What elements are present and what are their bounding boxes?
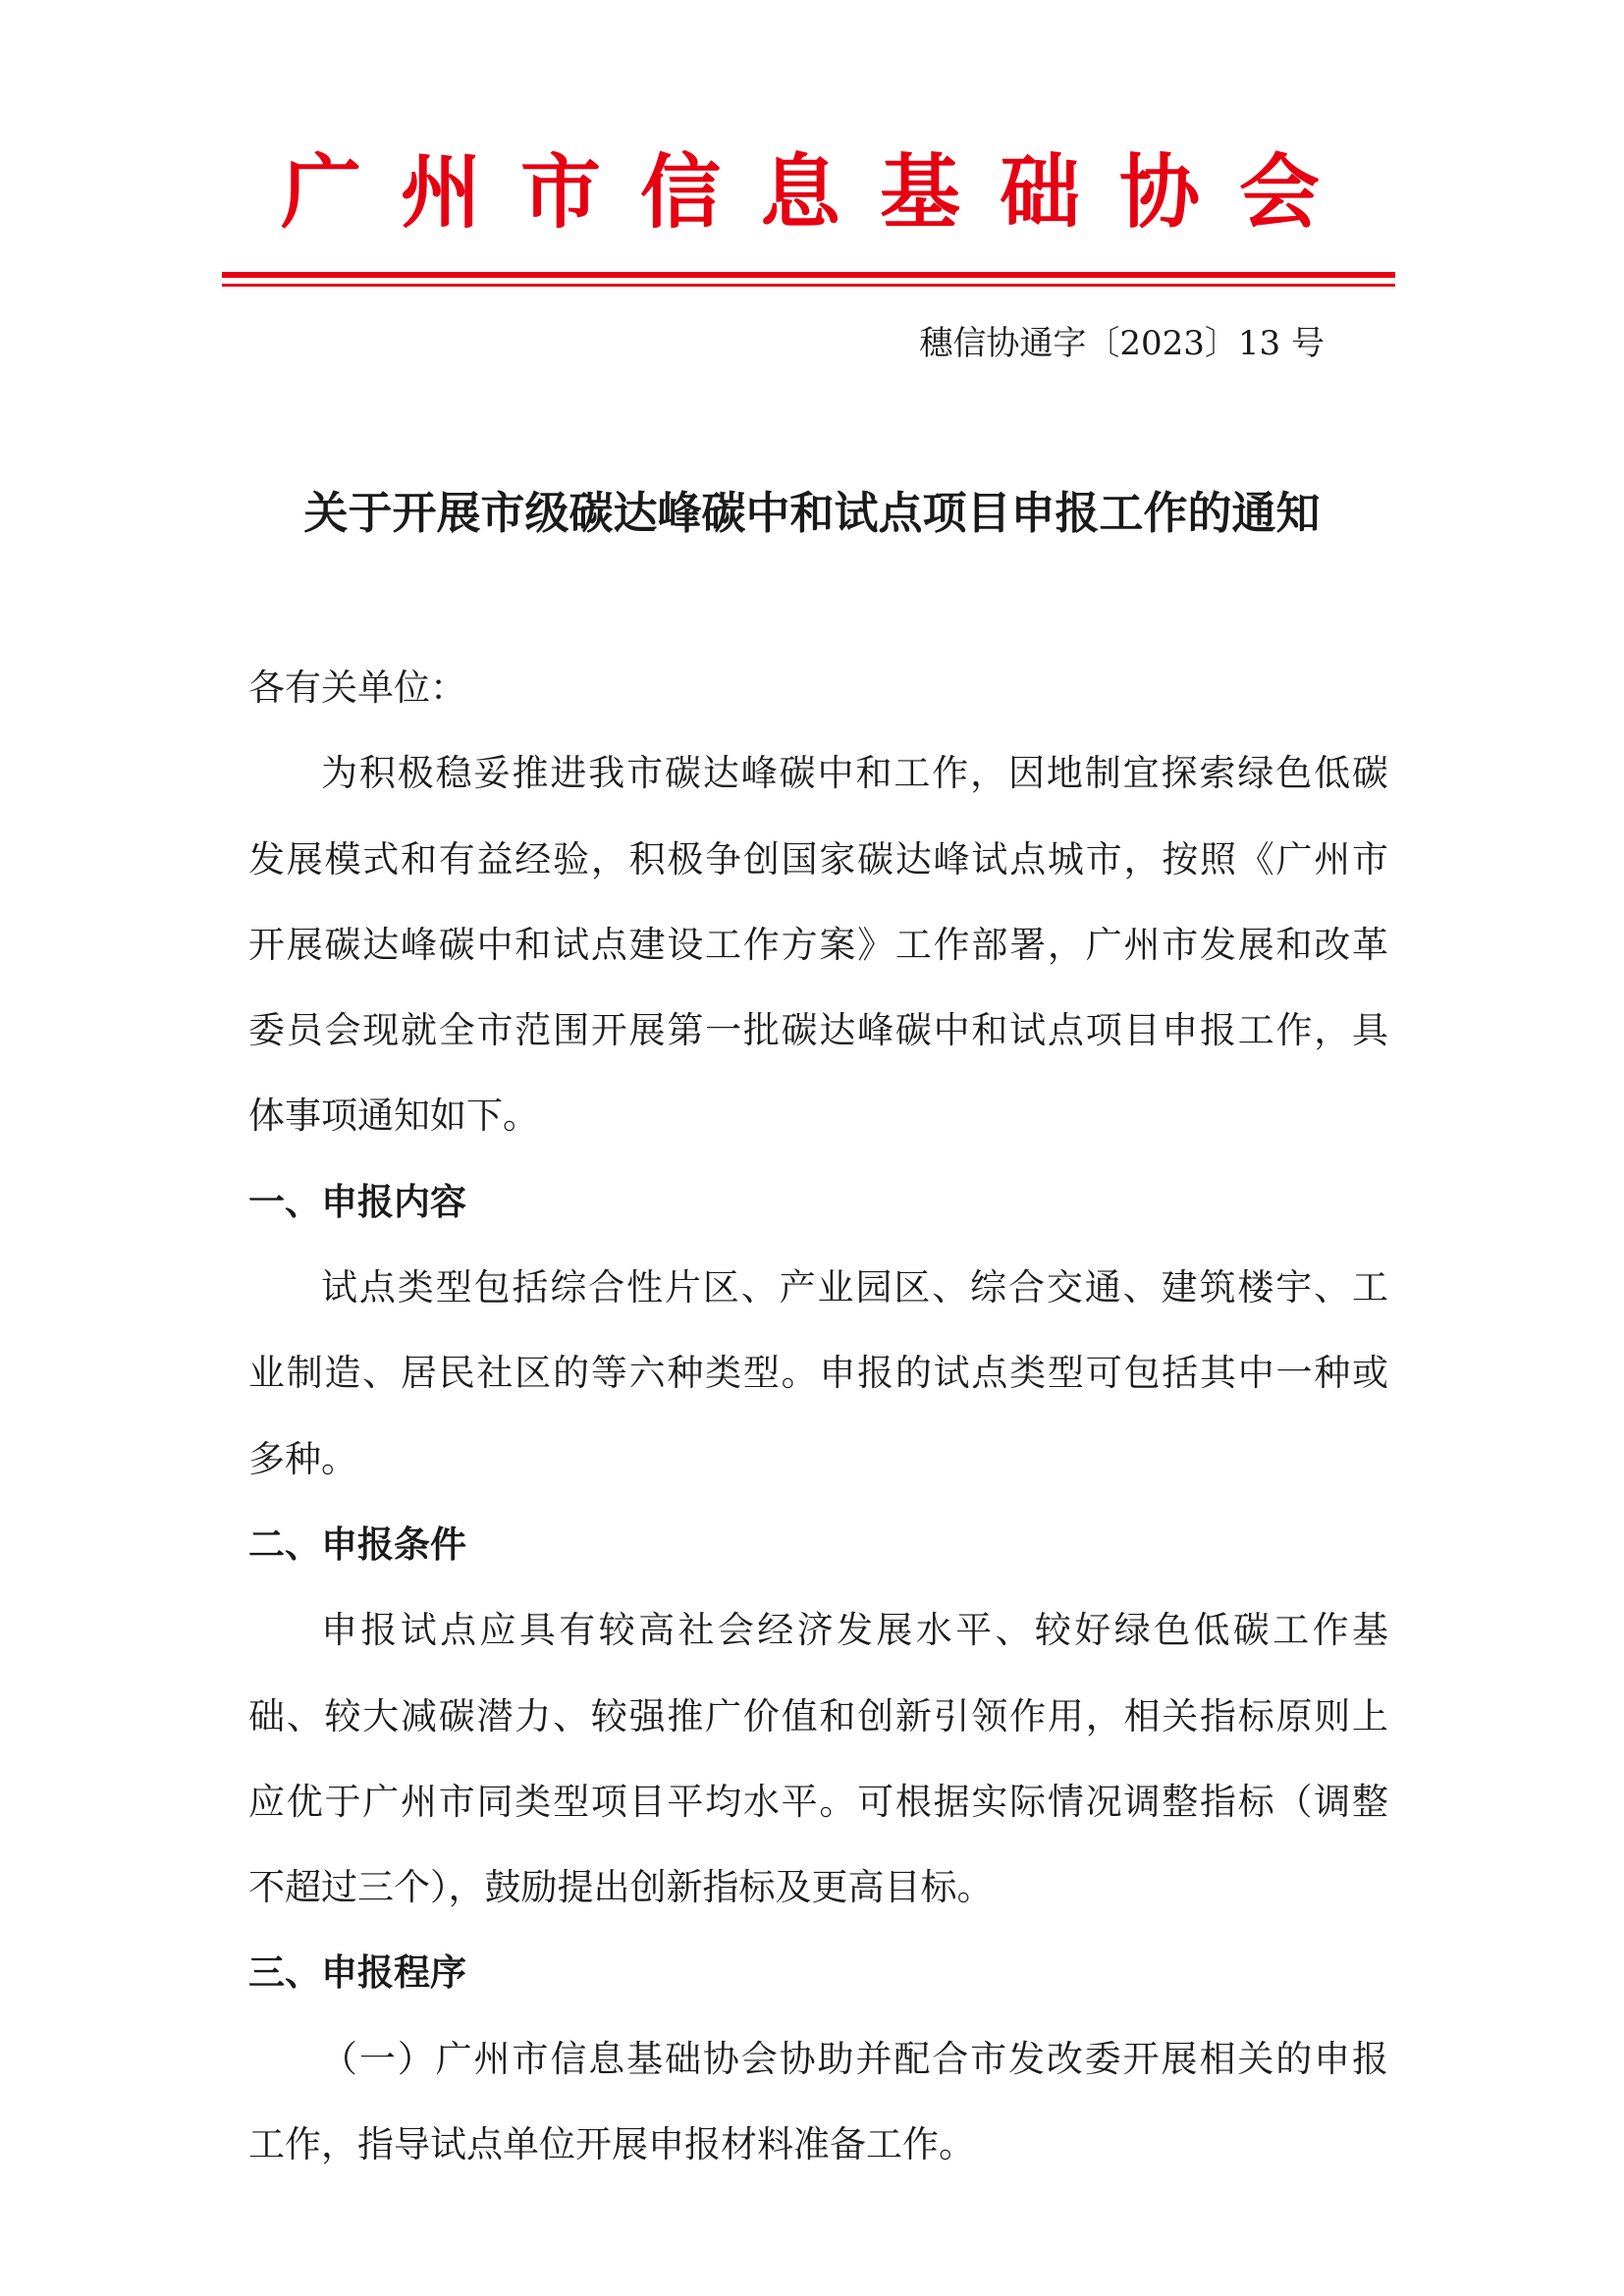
paragraph-line: 多种。 — [248, 1437, 357, 1480]
letterhead-rule-thick — [222, 272, 1395, 278]
org-name-header: 广州市信息基础协会 — [281, 145, 1360, 240]
paragraph-line: 体事项通知如下。 — [248, 1095, 539, 1138]
paragraph-line: 开展碳达峰碳中和试点建设工作方案》工作部署，广州市发展和改革 — [248, 923, 1388, 966]
section-heading: 二、申报条件 — [248, 1522, 466, 1566]
paragraph-line: 础、较大减碳潜力、较强推广价值和创新引领作用，相关指标原则上 — [248, 1694, 1388, 1737]
document-number: 穗信协通字〔2023〕13 号 — [919, 324, 1325, 363]
letterhead-rule-thin — [222, 284, 1395, 287]
notice-title: 关于开展市级碳达峰碳中和试点项目申报工作的通知 — [303, 487, 1321, 539]
notice-body — [248, 645, 1388, 2187]
paragraph-line: 申报试点应具有较高社会经济发展水平、较好绿色低碳工作基 — [321, 1609, 1388, 1652]
salutation: 各有关单位： — [248, 667, 466, 709]
section-heading: 三、申报程序 — [248, 1951, 466, 1995]
section-heading: 一、申报内容 — [248, 1180, 466, 1223]
paragraph-line: 委员会现就全市范围开展第一批碳达峰碳中和试点项目申报工作，具 — [248, 1009, 1388, 1052]
paragraph-line: 应优于广州市同类型项目平均水平。可根据实际情况调整指标（调整 — [248, 1780, 1388, 1823]
paragraph-line: 业制造、居民社区的等六种类型。申报的试点类型可包括其中一种或 — [248, 1352, 1388, 1395]
paragraph-line: 发展模式和有益经验，积极争创国家碳达峰试点城市，按照《广州市 — [248, 837, 1388, 881]
paragraph-line: 不超过三个），鼓励提出创新指标及更高目标。 — [248, 1866, 994, 1909]
paragraph-line: （一）广州市信息基础协会协助并配合市发改委开展相关的申报 — [321, 2037, 1388, 2080]
paragraph-line: 为积极稳妥推进我市碳达峰碳中和工作，因地制宜探索绿色低碳 — [321, 752, 1388, 795]
paragraph-line: 工作，指导试点单位开展申报材料准备工作。 — [248, 2123, 975, 2166]
paragraph-line: 试点类型包括综合性片区、产业园区、综合交通、建筑楼宇、工 — [321, 1266, 1388, 1309]
